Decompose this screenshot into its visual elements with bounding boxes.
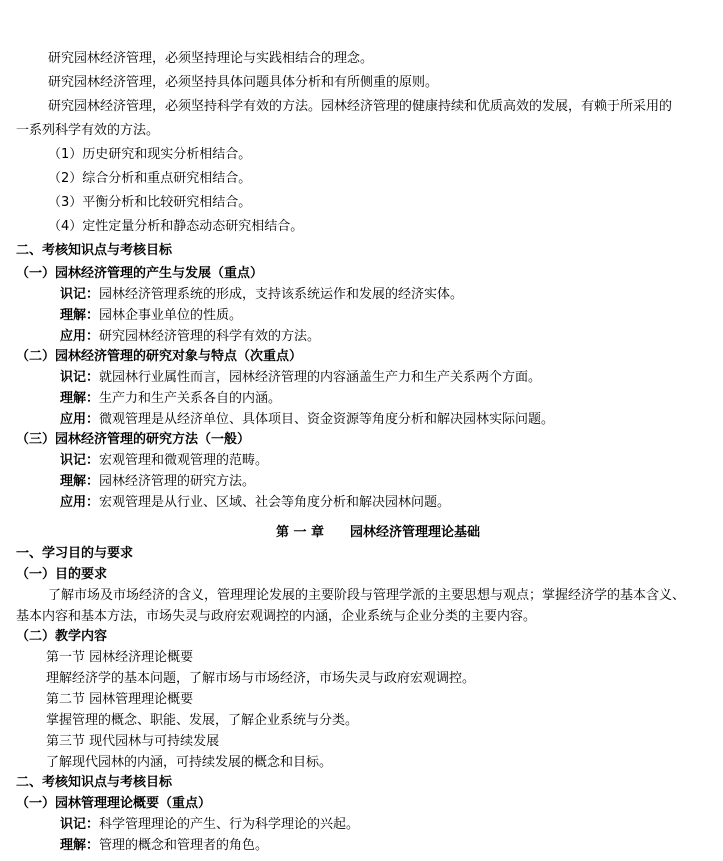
subsection-heading: （一）园林管理理论概要（重点） <box>16 796 212 811</box>
subsection-heading: （二）园林经济管理的研究对象与特点（次重点） <box>16 349 303 364</box>
paragraph-scientific-method: 研究园林经济管理，必须坚持科学有效的方法。园林经济管理的健康持续和优质高效的发展，有赖于所采用的 <box>48 99 673 114</box>
subsection-heading: （三）园林经济管理的研究方法（一般） <box>16 432 251 447</box>
lesson-heading: 第二节 园林管理理论概要 <box>46 692 194 707</box>
section-heading: 二、考核知识点与考核目标 <box>16 775 173 790</box>
paragraph-theory-practice: 研究园林经济管理，必须坚持理论与实践相结合的理念。 <box>48 51 374 66</box>
lesson-text: 理解经济学的基本问题，了解市场与市场经济，市场失灵与政府宏观调控。 <box>46 671 476 686</box>
subsection-heading: （一）目的要求 <box>16 567 108 582</box>
chapter-title: 第 一 章 园林经济管理理论基础 <box>276 525 481 540</box>
assessment-item: 识记：园林经济管理系统的形成，支持该系统运作和发展的经济实体。 <box>60 287 464 302</box>
assessment-item: 理解：管理的概念和管理者的角色。 <box>60 838 269 853</box>
paragraph-specific-analysis: 研究园林经济管理，必须坚持具体问题具体分析和有所侧重的原则。 <box>48 75 439 90</box>
lesson-text: 了解现代园林的内涵，可持续发展的概念和目标。 <box>46 755 333 770</box>
section-heading: 一、学习目的与要求 <box>16 546 134 561</box>
method-item: （4）定性定量分析和静态动态研究相结合。 <box>48 219 304 234</box>
assessment-item: 应用：微观管理是从经济单位、具体项目、资金资源等角度分析和解决园林实际问题。 <box>60 412 555 427</box>
assessment-item: 理解：园林企事业单位的性质。 <box>60 308 243 323</box>
paragraph-scientific-method-cont: 一系列科学有效的方法。 <box>16 123 160 138</box>
subsection-heading: （二）教学内容 <box>16 629 108 644</box>
method-item: （2）综合分析和重点研究相结合。 <box>48 171 252 186</box>
section-heading: 二、考核知识点与考核目标 <box>16 243 173 258</box>
subsection-heading: （一）园林经济管理的产生与发展（重点） <box>16 266 264 281</box>
assessment-item: 理解：生产力和生产关系各自的内涵。 <box>60 391 282 406</box>
goal-paragraph-cont: 基本内容和基本方法，市场失灵与政府宏观调控的内涵，企业系统与企业分类的主要内容。 <box>16 609 537 624</box>
lesson-heading: 第三节 现代园林与可持续发展 <box>46 734 220 749</box>
assessment-item: 应用：宏观管理是从行业、区域、社会等角度分析和解决园林问题。 <box>60 495 451 510</box>
assessment-item: 识记：科学管理理论的产生、行为科学理论的兴起。 <box>60 817 360 832</box>
lesson-heading: 第一节 园林经济理论概要 <box>46 650 194 665</box>
method-item: （1）历史研究和现实分析相结合。 <box>48 147 252 162</box>
assessment-item: 理解：园林经济管理的研究方法。 <box>60 474 256 489</box>
goal-paragraph: 了解市场及市场经济的含义，管理理论发展的主要阶段与管理学派的主要思想与观点；掌握经济学的基本含义、 <box>48 588 686 603</box>
assessment-item: 识记：就园林行业属性而言，园林经济管理的内容涵盖生产力和生产关系两个方面。 <box>60 370 542 385</box>
assessment-item: 识记：宏观管理和微观管理的范畴。 <box>60 453 269 468</box>
assessment-item: 应用：研究园林经济管理的科学有效的方法。 <box>60 329 321 344</box>
lesson-text: 掌握管理的概念、职能、发展，了解企业系统与分类。 <box>46 713 359 728</box>
method-item: （3）平衡分析和比较研究相结合。 <box>48 195 252 210</box>
